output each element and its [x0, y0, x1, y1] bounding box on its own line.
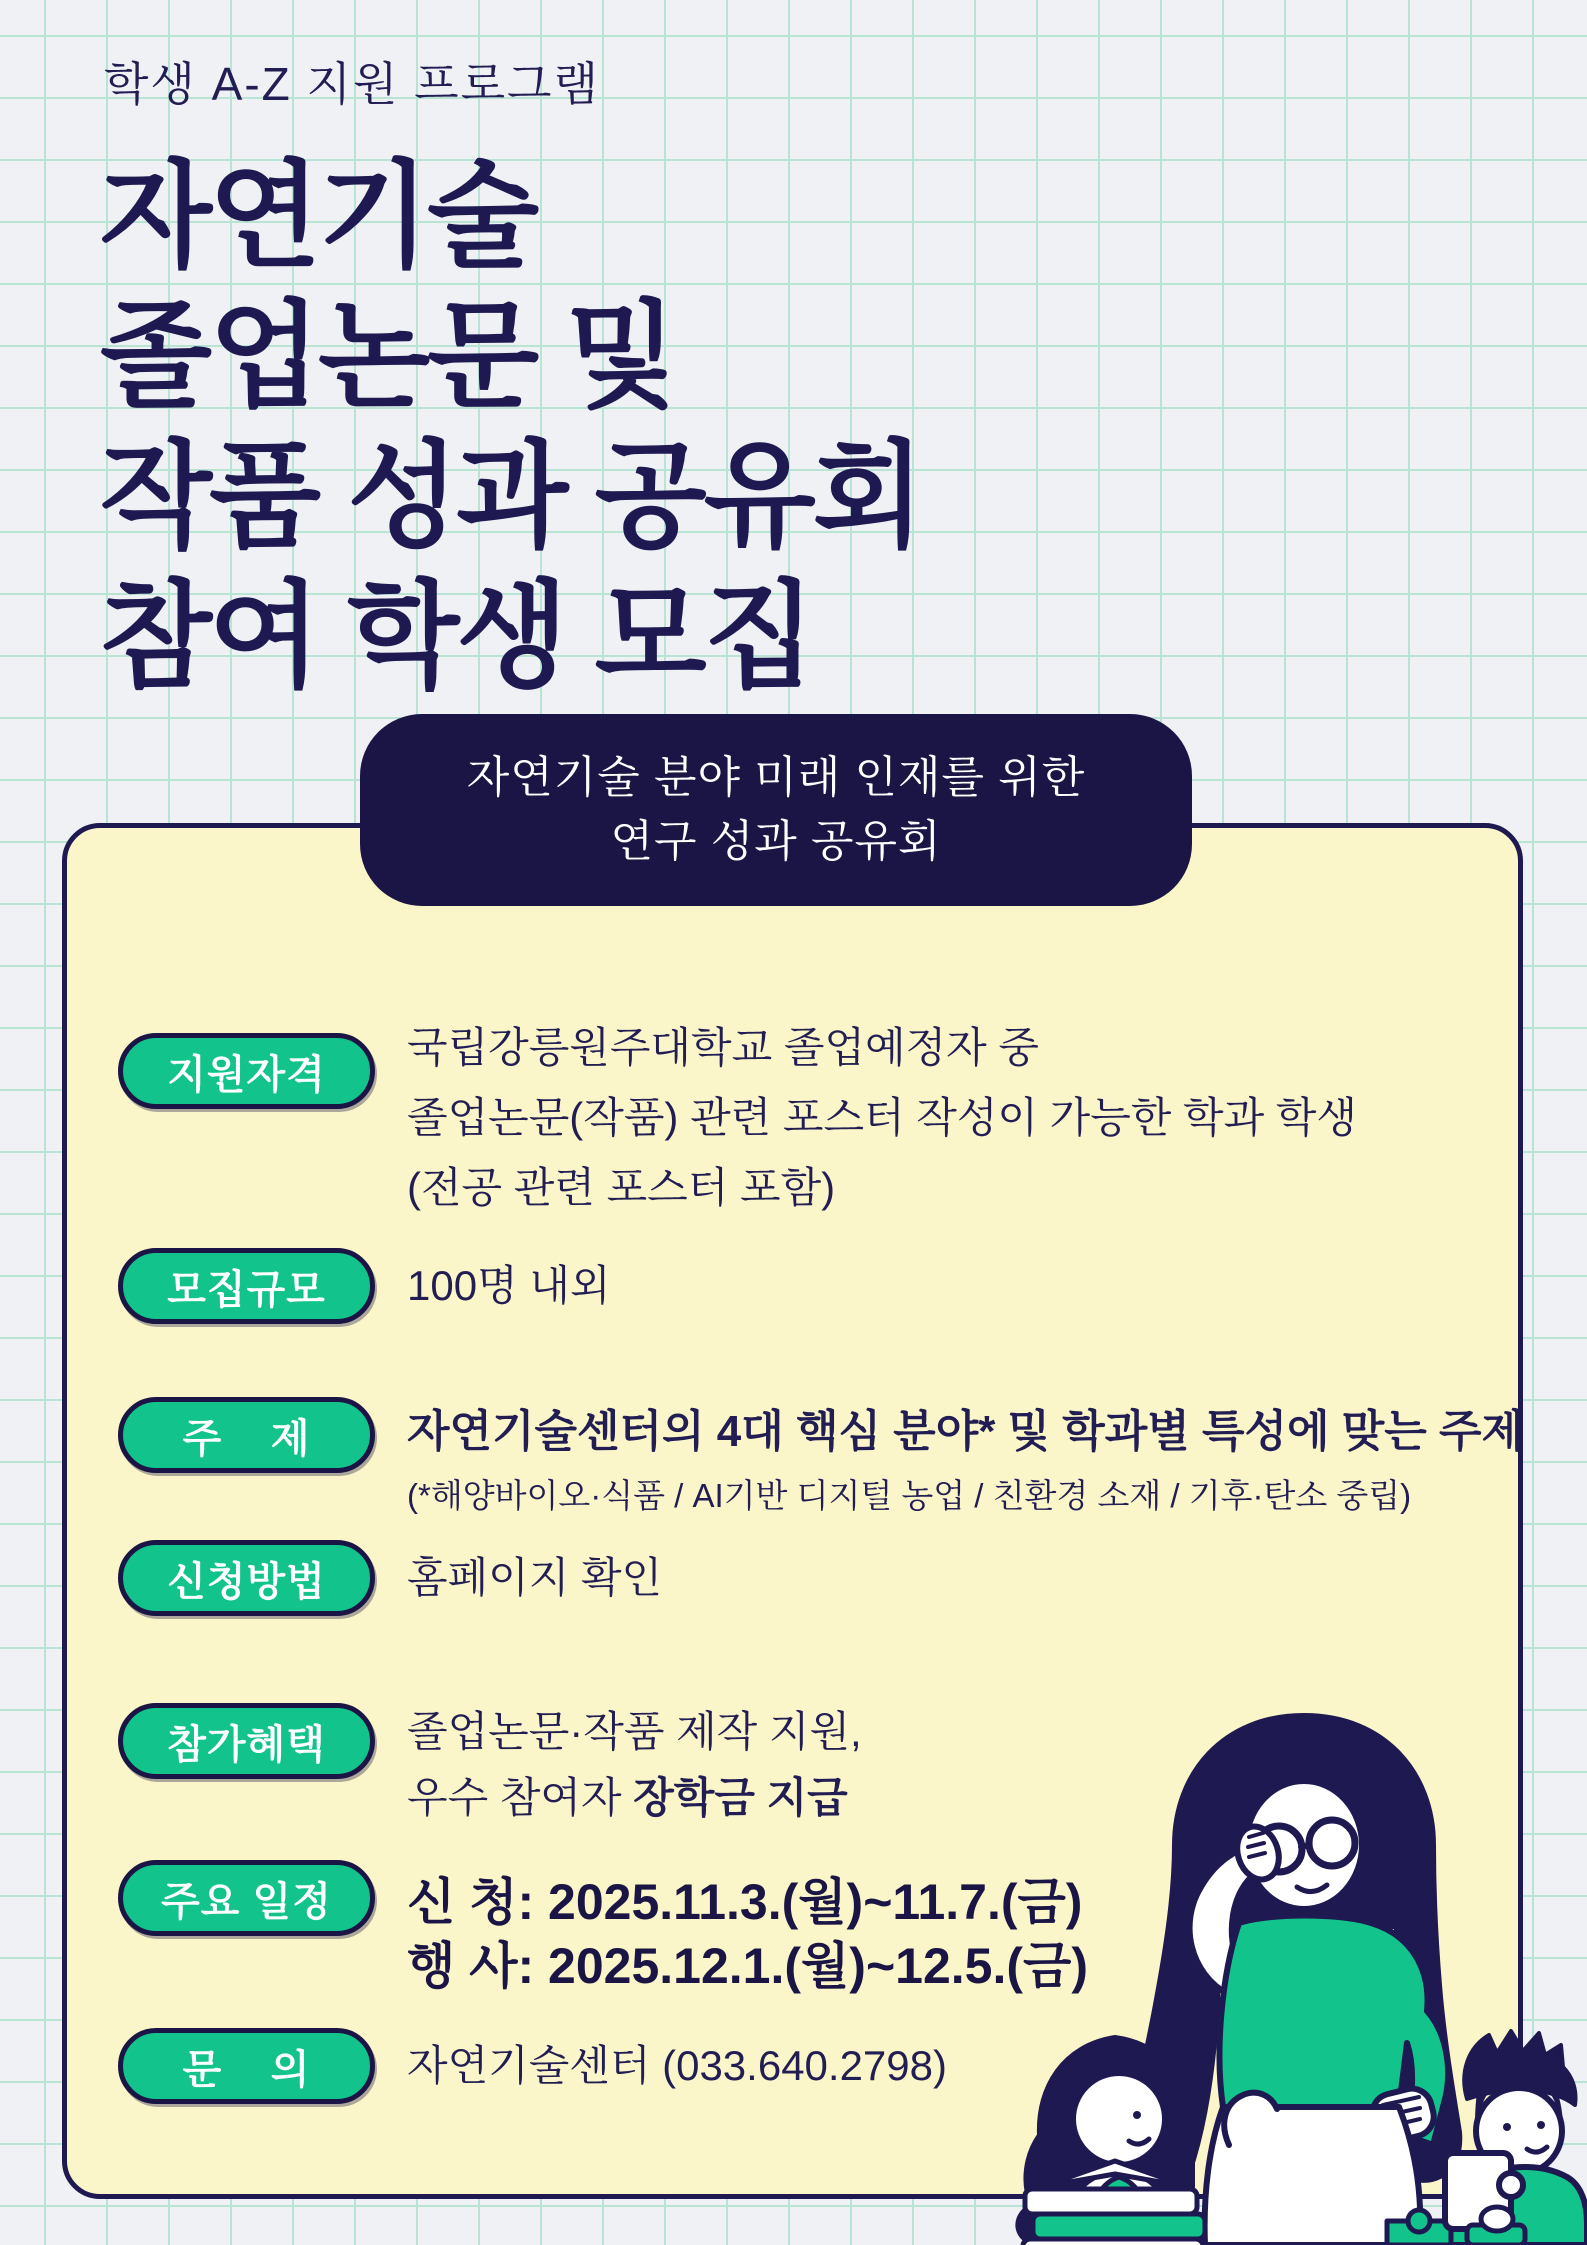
- badge-line-2: 연구 성과 공유회: [610, 817, 942, 866]
- title-line-4: 참여 학생 모집: [100, 571, 813, 701]
- row-capacity: [118, 1248, 610, 1324]
- row-topic: [118, 1397, 1524, 1519]
- eligibility-line-1: 국립강릉원주대학교 졸업예정자 중: [407, 1024, 1039, 1071]
- row-apply: [118, 1540, 662, 1616]
- title-line-3: 작품 성과 공유회: [100, 431, 922, 561]
- apply-text: 홈페이지 확인: [407, 1554, 663, 1601]
- pill-schedule-label: 주요 일정: [161, 1879, 332, 1924]
- title-line-1: 자연기술: [100, 151, 537, 281]
- eligibility-line-3: (전공 관련 포스터 포함): [407, 1164, 836, 1211]
- benefit-text: [407, 1699, 862, 1831]
- row-benefit: [118, 1703, 862, 1831]
- pill-apply-label: 신청방법: [167, 1559, 326, 1604]
- title-line-2: 졸업논문 및: [100, 291, 675, 421]
- pill-contact-label: 문 의: [182, 2047, 311, 2092]
- pill-schedule: [118, 1860, 375, 1936]
- pill-topic-label: 주 제: [182, 1416, 311, 1461]
- row-eligibility: [118, 1024, 1357, 1223]
- pill-contact: [118, 2028, 375, 2104]
- topic-text: [407, 1403, 1524, 1519]
- pill-benefit-label: 참가혜택: [167, 1722, 326, 1767]
- schedule-line-1: 신 청: 2025.11.3.(월)~11.7.(금): [407, 1874, 1083, 1930]
- pill-eligibility-label: 지원자격: [167, 1052, 326, 1097]
- students-illustration: [967, 1675, 1587, 2245]
- pill-eligibility: [118, 1033, 375, 1109]
- schedule-line-2: 행 사: 2025.12.1.(월)~12.5.(금): [407, 1938, 1088, 1994]
- benefit-line-1: 졸업논문·작품 제작 지원,: [407, 1708, 862, 1755]
- poster-title: [100, 146, 922, 706]
- benefit-line-2: [407, 1765, 862, 1831]
- pill-capacity-label: 모집규모: [167, 1267, 326, 1312]
- benefit-line-2-strong: 장학금 지급: [633, 1774, 848, 1821]
- benefit-line-2-normal: 우수 참여자: [407, 1774, 634, 1821]
- program-eyebrow: 학생 A-Z 지원 프로그램: [104, 58, 600, 110]
- topic-footnote: (*해양바이오·식품 / AI기반 디지털 농업 / 친환경 소재 / 기후·탄소 중립): [407, 1477, 1412, 1514]
- pill-apply: [118, 1540, 375, 1616]
- pill-topic: [118, 1397, 375, 1473]
- eligibility-text: [407, 1013, 1357, 1223]
- contact-text: 자연기술센터 (033.640.2798): [407, 2042, 947, 2089]
- badge-line-1: 자연기술 분야 미래 인재를 위한: [466, 753, 1086, 802]
- pill-benefit: [118, 1703, 375, 1779]
- subtitle-badge: [360, 714, 1192, 906]
- capacity-text: 100명 내외: [407, 1262, 611, 1309]
- pill-capacity: [118, 1248, 375, 1324]
- row-contact: [118, 2028, 947, 2104]
- topic-main-line: 자연기술센터의 4대 핵심 분야* 및 학과별 특성에 맞는 주제: [407, 1407, 1524, 1456]
- eligibility-line-2: 졸업논문(작품) 관련 포스터 작성이 가능한 학과 학생: [407, 1094, 1357, 1141]
- row-schedule: [118, 1860, 1088, 1998]
